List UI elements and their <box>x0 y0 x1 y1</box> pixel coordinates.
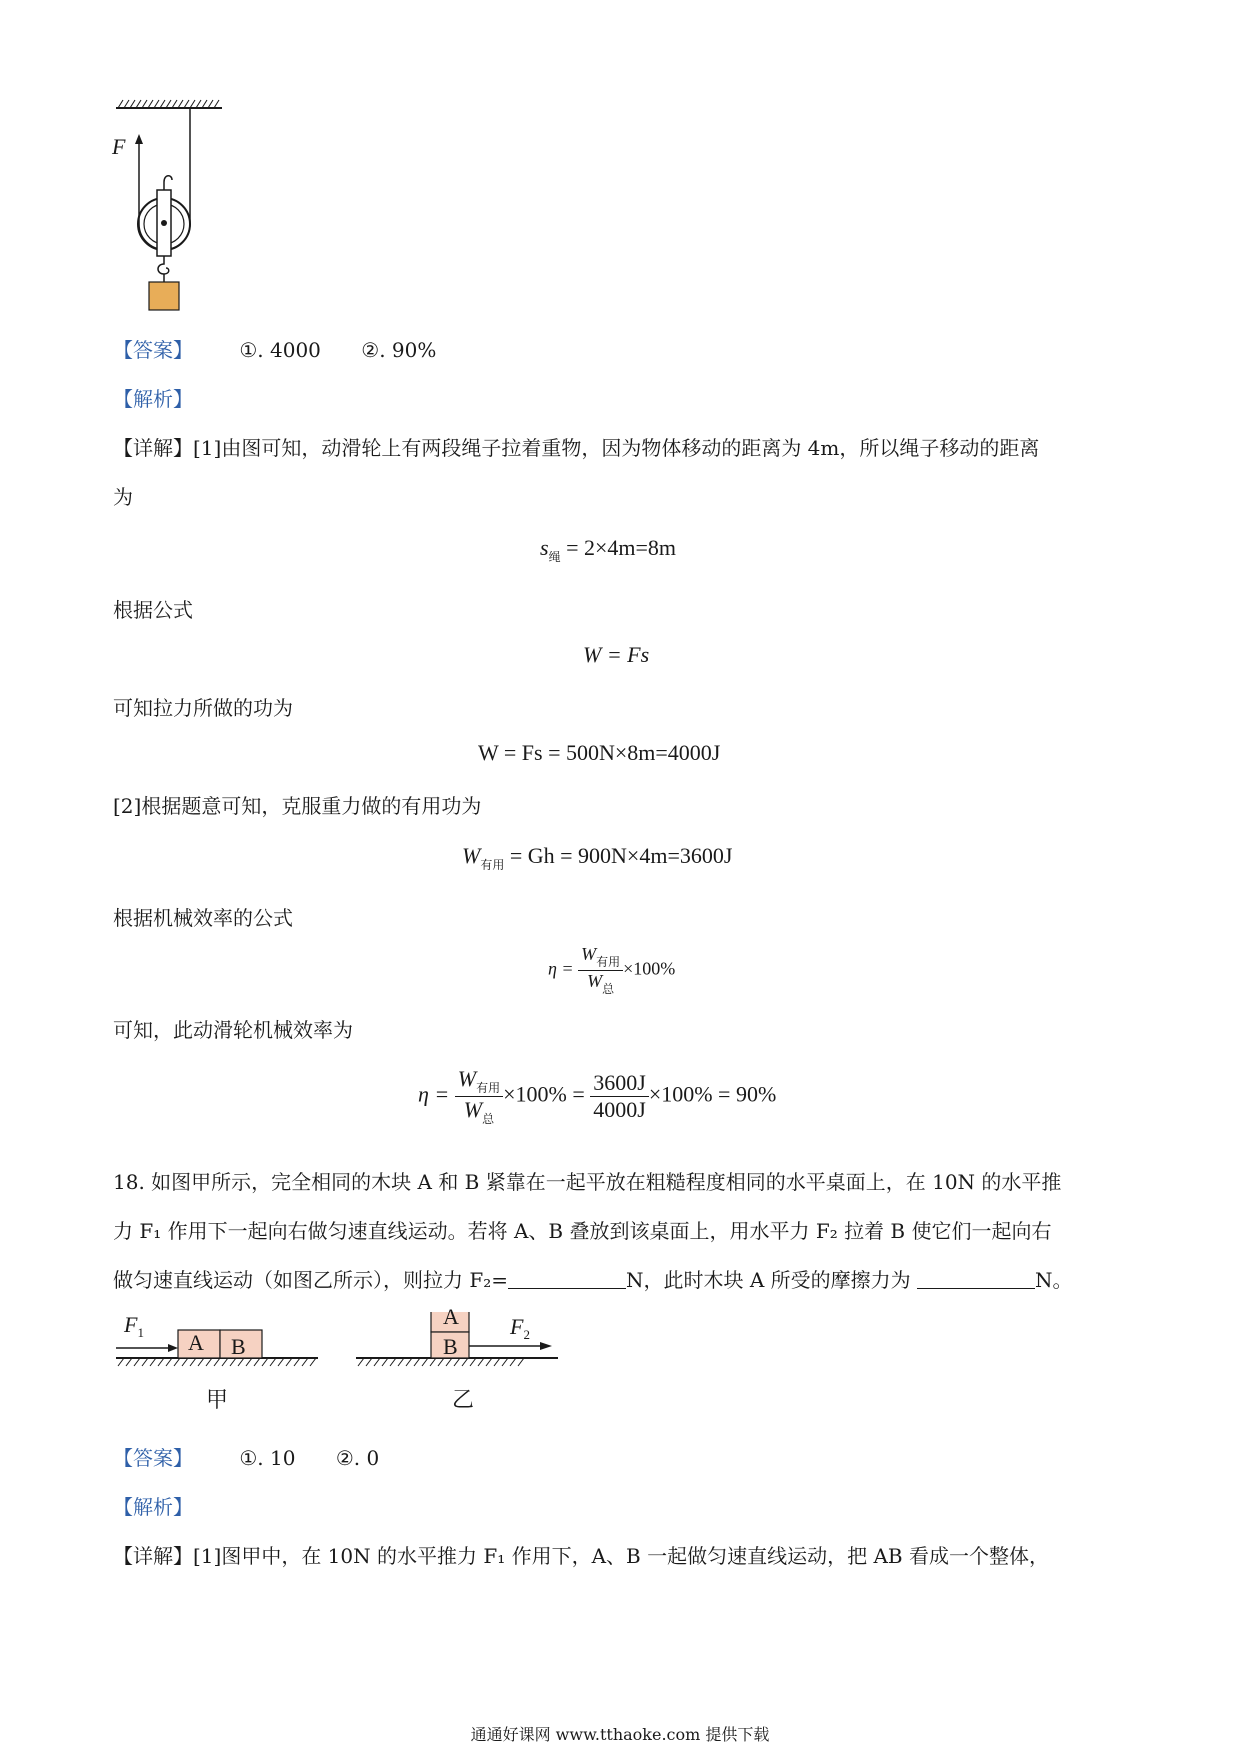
text-efficiency-intro: 根据机械效率的公式 <box>113 906 293 930</box>
answer-2: ②. 90% <box>361 338 437 362</box>
question-18-line-2: 力 F₁ 作用下一起向右做匀速直线运动。若将 A、B 叠放到该桌面上，用水平力 F₂ 拉着 B 使它们一起向右 <box>113 1219 1052 1243</box>
yi-force-label <box>510 1314 530 1343</box>
equation-efficiency-value <box>418 1066 776 1127</box>
num-var: W <box>581 944 597 964</box>
equation-work-formula: W = Fs <box>583 642 650 667</box>
den-var: W <box>587 971 603 991</box>
detail-text-1b: 为 <box>113 485 133 509</box>
fraction <box>578 944 623 997</box>
answer-tag: 【答案】 <box>113 1446 193 1470</box>
force-sub: 2 <box>523 1327 530 1342</box>
equation-rope-distance <box>540 535 676 565</box>
eq-tail: ×100% = 90% <box>648 1081 777 1107</box>
eq-body: = Gh = 900N×4m=3600J <box>509 843 733 868</box>
yi-caption: 乙 <box>452 1388 475 1413</box>
eta: η = <box>418 1081 450 1107</box>
question-18-line-1: 18. 如图甲所示，完全相同的木块 A 和 B 紧靠在一起平放在粗糙程度相同的水平桌面上，在 10N 的水平推 <box>113 1170 1062 1194</box>
den-sub: 总 <box>482 1112 495 1126</box>
force-letter: F <box>510 1314 524 1339</box>
den-var: W <box>463 1097 483 1122</box>
detail-paragraph-18 <box>113 1540 1049 1569</box>
force-label-f: F <box>112 134 126 159</box>
jia-force-label <box>124 1312 144 1341</box>
eq-mid: ×100% = <box>503 1081 585 1107</box>
answer-blank-2[interactable] <box>917 1270 1035 1289</box>
yi-block-b: B <box>443 1334 458 1359</box>
fraction-1 <box>455 1066 503 1127</box>
detail-text-1: [1]由图可知，动滑轮上有两段绳子拉着重物，因为物体移动的距离为 4m，所以绳子移动的距离 <box>193 436 1040 460</box>
eq-sub: 有用 <box>480 858 505 872</box>
jia-block-b: B <box>231 1334 246 1359</box>
answer-tag: 【答案】 <box>113 338 193 362</box>
q18-text-c: N。 <box>1035 1268 1073 1292</box>
den-sub: 总 <box>602 982 615 996</box>
num-var: W <box>457 1066 477 1091</box>
detail-paragraph-1 <box>113 432 1039 461</box>
den-value: 4000J <box>593 1097 646 1122</box>
jia-caption: 甲 <box>206 1388 229 1413</box>
yi-block-a: A <box>443 1304 459 1329</box>
answer-row <box>113 334 436 363</box>
force-sub: 1 <box>137 1325 144 1340</box>
answer-1: ①. 10 <box>239 1446 296 1470</box>
analysis-tag: 【解析】 <box>113 387 193 411</box>
detail-text: [1]图甲中，在 10N 的水平推力 F₁ 作用下，A、B 一起做匀速直线运动，把 AB 看成一个整体， <box>193 1544 1049 1568</box>
eq-sub: 绳 <box>548 550 561 564</box>
answer-blank-1[interactable] <box>508 1270 626 1289</box>
pulley-figure <box>110 96 230 316</box>
detail-tag: 【详解】 <box>113 436 193 460</box>
q18-text-b: N，此时木块 A 所受的摩擦力为 <box>626 1268 911 1292</box>
question-18-line-3 <box>113 1264 1073 1293</box>
eq-var: s <box>540 535 549 560</box>
force-letter: F <box>124 1312 138 1337</box>
equation-efficiency-formula <box>548 944 675 997</box>
eta: η = <box>548 958 574 979</box>
answer-1: ①. 4000 <box>239 338 321 362</box>
fraction-2 <box>590 1070 649 1123</box>
equation-useful-work <box>462 843 732 873</box>
text-work-intro: 可知拉力所做的功为 <box>113 696 293 720</box>
detail-tag: 【详解】 <box>113 1544 193 1568</box>
text-formula-intro: 根据公式 <box>113 598 193 622</box>
page-footer: 通通好课网 www.tthaoke.com 提供下载 <box>470 1725 770 1744</box>
answer-row-18 <box>113 1442 379 1471</box>
text-efficiency-result-intro: 可知，此动滑轮机械效率为 <box>113 1018 353 1042</box>
jia-block-a: A <box>188 1330 204 1355</box>
num-sub: 有用 <box>476 1081 501 1095</box>
answer-2: ②. 0 <box>335 1446 380 1470</box>
equation-work-value: W = Fs = 500N×8m=4000J <box>478 740 721 765</box>
eq-tail: ×100% <box>623 958 676 979</box>
num-value: 3600J <box>590 1070 649 1097</box>
detail-text-2: [2]根据题意可知，克服重力做的有用功为 <box>113 794 482 818</box>
eq-body: = 2×4m=8m <box>566 535 677 560</box>
eq-var: W <box>462 843 481 868</box>
analysis-tag-18: 【解析】 <box>113 1495 193 1519</box>
q18-text-a: 做匀速直线运动（如图乙所示），则拉力 F₂= <box>113 1268 509 1292</box>
num-sub: 有用 <box>596 955 621 969</box>
